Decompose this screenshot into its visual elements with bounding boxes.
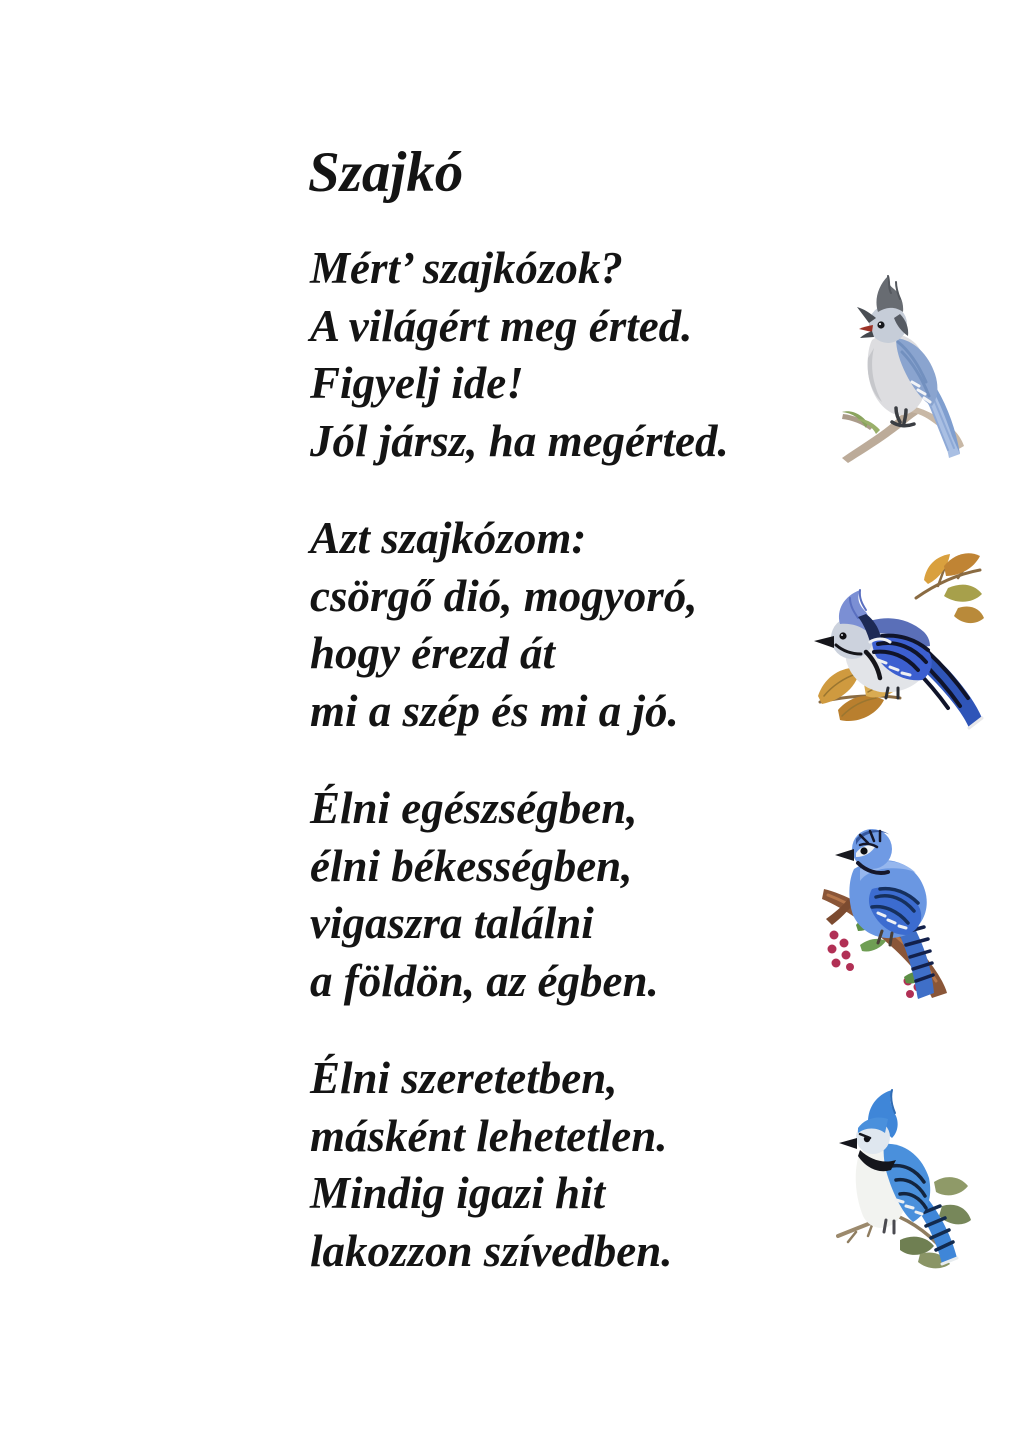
poem-line: csörgő dió, mogyoró, [310,570,698,621]
blue-jay-berries-icon [820,797,963,1000]
blue-jay-image-4 [836,1088,973,1273]
stanza-4 [310,1050,673,1280]
poem-line: Mindig igazi hit [310,1168,606,1218]
poem-line: lakozzon szívedben. [310,1225,673,1276]
poem-line: Élni szeretetben, [310,1053,618,1103]
poem-line: vigaszra találni [310,898,594,948]
stanza-2 [310,510,698,740]
blue-jay-image-2 [812,546,986,736]
poem-line: mi a szép és mi a jó. [310,685,679,736]
poem-line: másként lehetetlen. [310,1110,668,1161]
poem-line: Figyelj ide! [310,358,524,408]
poem-line: Élni egészségben, [310,783,638,833]
blue-jay-singing-icon [836,268,982,464]
poem-line: hogy érezd át [310,628,555,678]
poem-line: A világért meg érted. [310,300,693,351]
poem-line: élni békességben, [310,840,633,891]
stanza-1 [310,240,729,470]
poem-line: Mért’ szajkózok? [310,243,623,293]
stanza-3 [310,780,659,1010]
poem-title: Szajkó [308,141,464,204]
poem-line: Azt szajkózom: [310,513,587,563]
poem-line: Jól jársz, ha megérted. [310,415,729,466]
poem-line: a földön, az égben. [310,955,659,1006]
blue-jay-autumn-icon [812,546,986,736]
blue-jay-watercolor-icon [836,1088,973,1273]
blue-jay-image-1 [836,268,982,464]
blue-jay-image-3 [820,797,963,1000]
